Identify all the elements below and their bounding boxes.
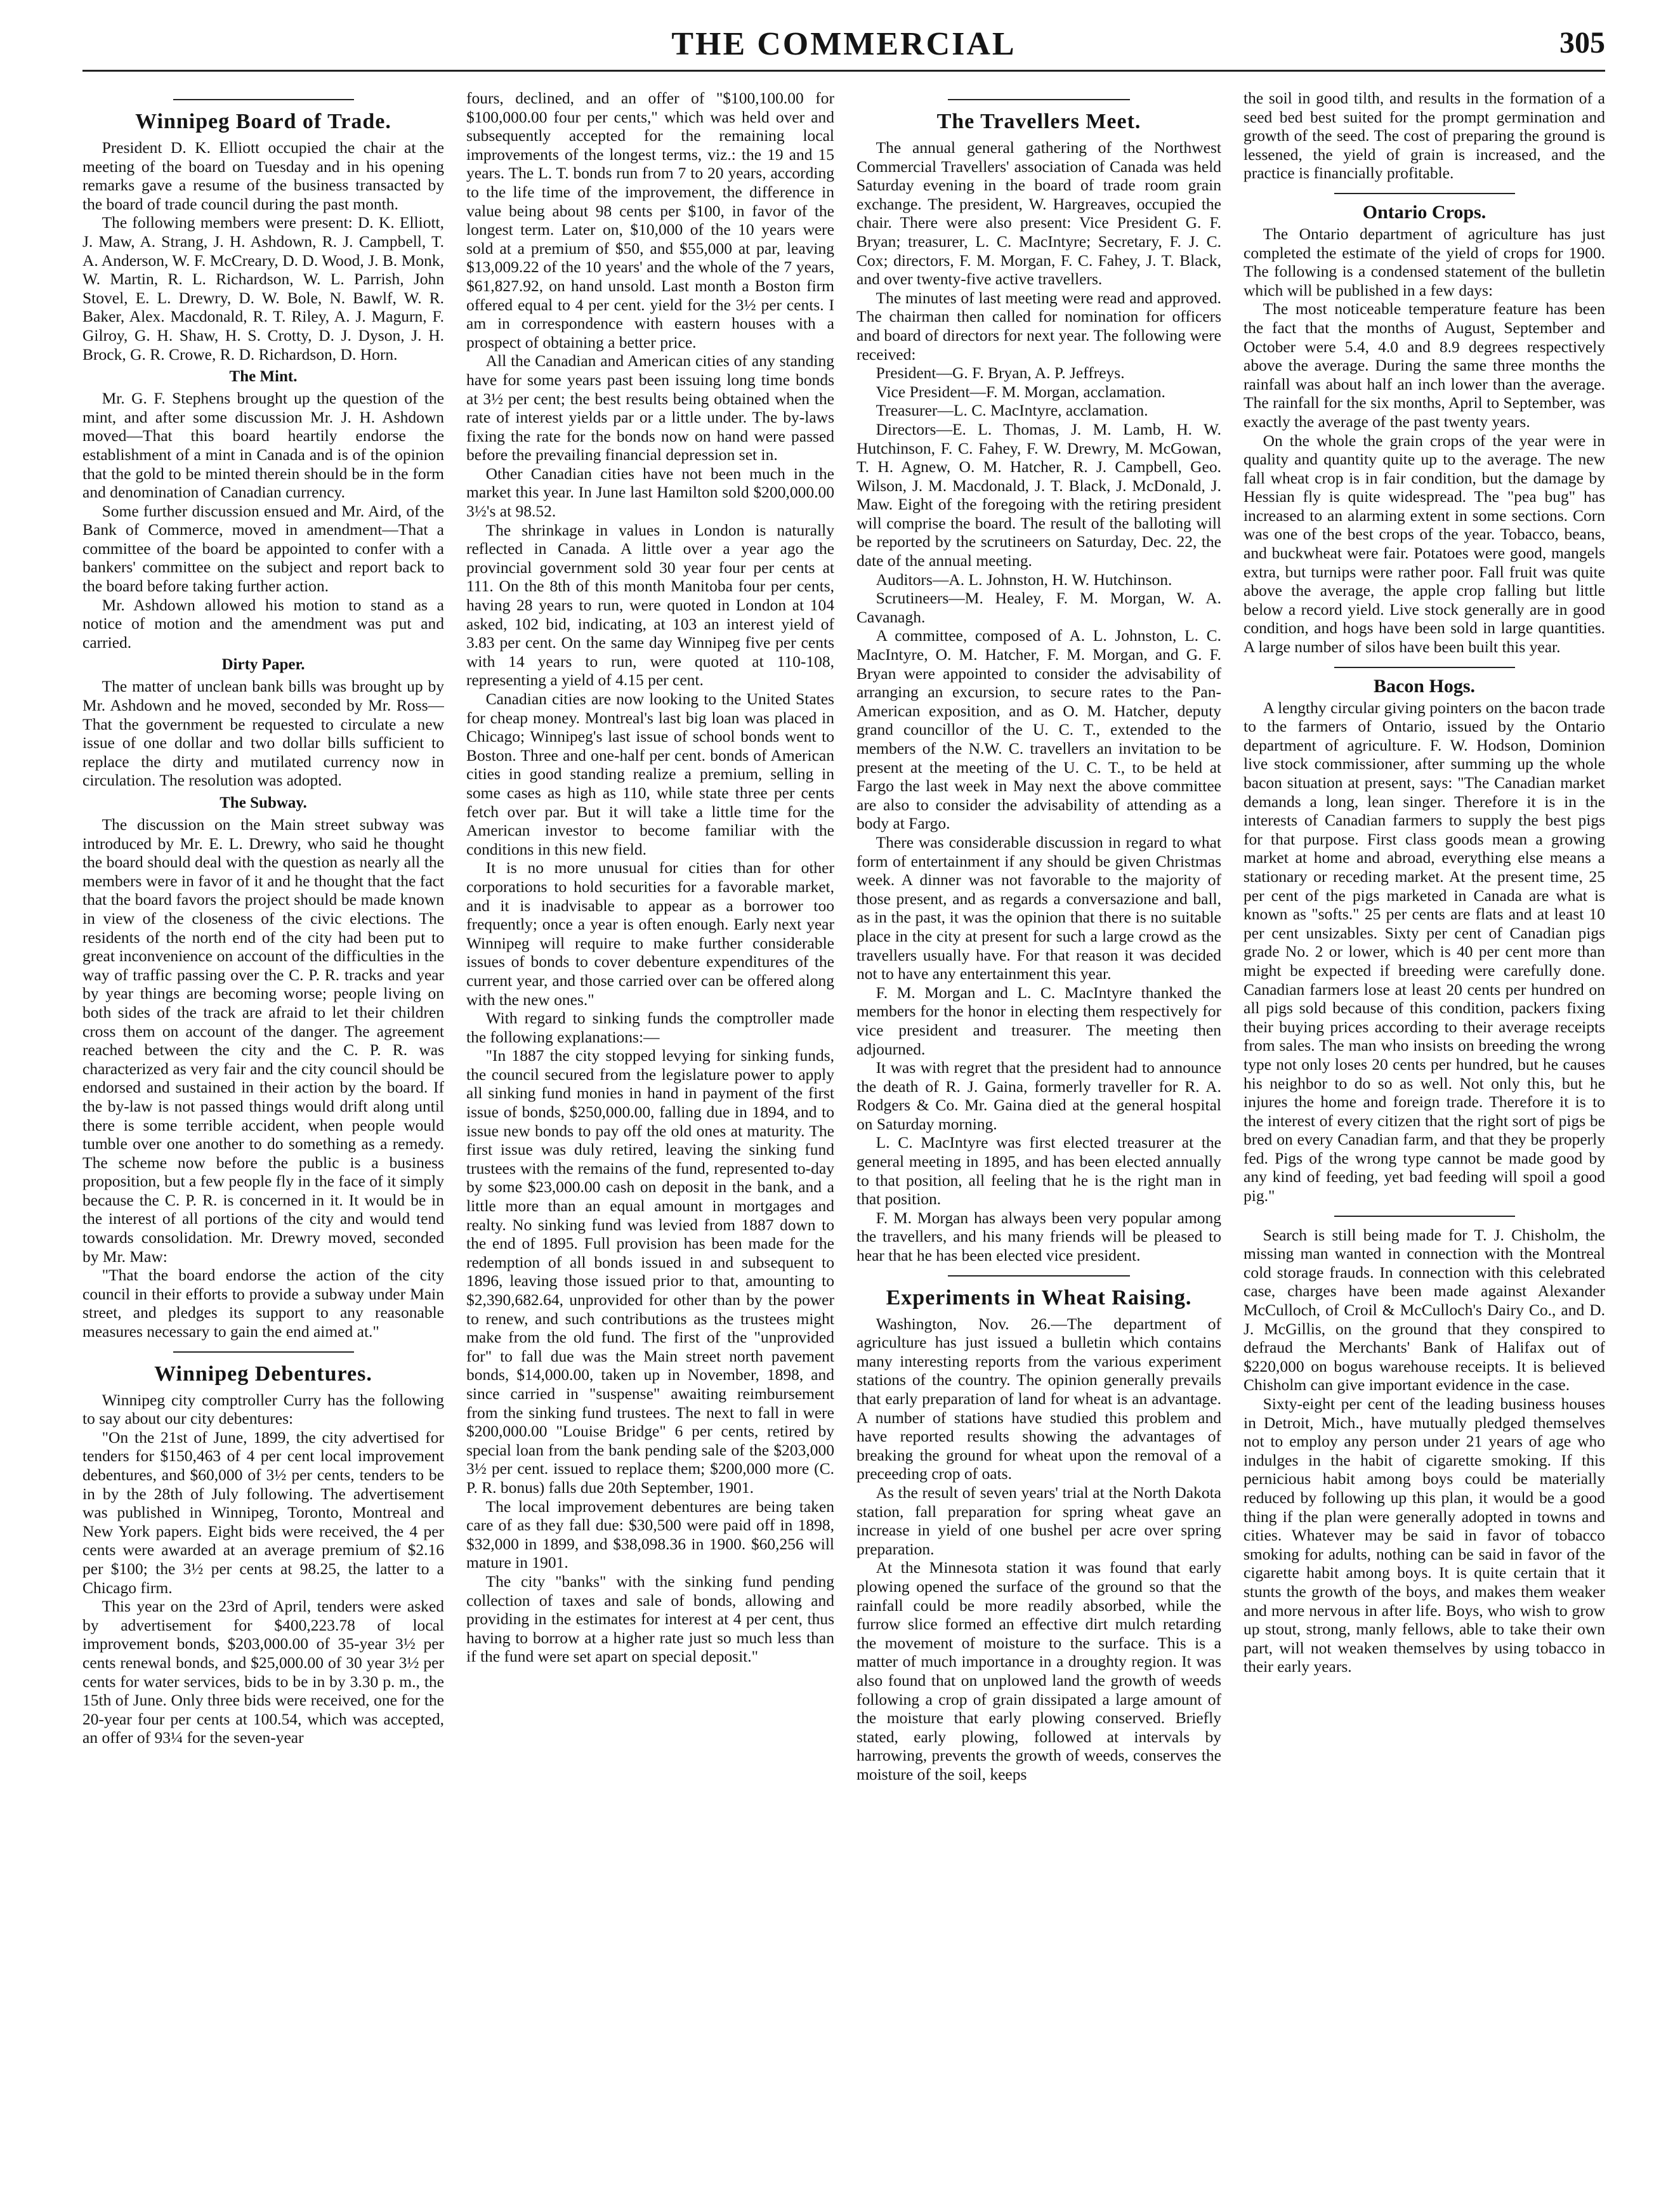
article-divider [1334,193,1515,194]
article-heading: Experiments in Wheat Raising. [886,1285,1192,1310]
article-paragraph: The local improvement debentures are being taken care of as they fall due: $30,500 were paid off in 1898, $32,000 in 1899, and $38,098.36 in 1900. $60,256 will mature in 1901. [466,1497,834,1572]
article-heading: Bacon Hogs. [1373,675,1476,697]
header-rule [82,70,1605,72]
article-paragraph: The Ontario department of agriculture has just completed the estimate of the yield of crops for 1900. The following is a condensed statement of the bulletin which will be published in a few days: [1244,224,1605,299]
article-paragraph: At the Minnesota station it was found that early plowing opened the surface of the ground so that the rainfall could be more readily absorbed, while the furrow slice formed an effective dirt mulch retarding the movement of moisture to the surface. This is a matter of much importance in a droughty region. It was also found that on unplowed land the growth of weeds following a crop of grain dissipated a large amount of the moisture that early plowing conserved. Briefly stated, early plowing, followed at intervals by harrowing, prevents the growth of weeds, conserves the moisture of the soil, keeps [856,1558,1221,1783]
article-divider [948,1275,1131,1277]
article-paragraph: Search is still being made for T. J. Chisholm, the missing man wanted in connection with the Montreal cold storage frauds. In connection with this celebrated case, charges have been made against Alexander McCulloch, of Croil & McCulloch's Dairy Co., and D. J. McGillis, on the ground that they conspired to defraud the Merchants' Bank of Halifax out of $220,000 on bogus warehouse receipts. It is believed Chisholm can give important evidence in the case. [1244,1225,1605,1395]
article-paragraph: With regard to sinking funds the comptroller made the following explanations:— [466,1009,834,1046]
article-paragraph: Mr. Ashdown allowed his motion to stand as a notice of motion and the amendment was put and carried. [82,595,444,652]
article-paragraph: Vice President—F. M. Morgan, acclamation. [876,382,1165,401]
article-paragraph: fours, declined, and an offer of "$100,100.00 for $100,000.00 four per cents," which was held over and subsequently accepted for the remaining local improvements of the longest terms, viz.: the 19 and 15 years. The L. T. bonds run from 7 to 20 years, according to the life time of the improvement, the difference in value being about 98 cents per $100, in favor of the longest term. Later on, $10,000 of the 10 years were sold at a premium of $50, and $55,000 at par, leaving $13,009.22 of the 10 years' and the whole of the 7 years, $61,827.92, on hand unsold. Last month a Boston firm offered equal to 4 per cent. yield for the 3½ per cents. I am in correspondence with eastern houses with a prospect of obtaining a better price. [466,89,834,351]
section-subheading: The Mint. [229,368,298,386]
article-paragraph: Treasurer—L. C. MacIntyre, acclamation. [876,401,1148,420]
article-paragraph: "On the 21st of June, 1899, the city advertised for tenders for $150,463 of 4 per cent local improvement debentures, and $60,000 of 3½ per cents, tenders to be in by the 28th of July following. The advertisement was published in Winnipeg, Toronto, Montreal and New York papers. Eight bids were received, the 4 per cents were awarded at an average premium of $2.16 per $100; the 3½ per cents at 98.25, the latter to a Chicago firm. [82,1428,444,1597]
article-paragraph: The minutes of last meeting were read and approved. The chairman then called for nomination for officers and board of directors for next year. The following were received: [856,288,1221,364]
article-paragraph: This year on the 23rd of April, tenders were asked by advertisement for $400,223.78 of local improvement bonds, $203,000.00 of 35-year 3½ per cents renewal bonds, and $25,000.00 of 30 year 3½ per cents for water services, bids to be in by 3.30 p. m., the 15th of June. Only three bids were received, one for the 20-year four per cents at 100.54, which was accepted, an offer of 93¼ for the seven-year [82,1597,444,1747]
column-top-rule [948,99,1131,100]
article-paragraph: F. M. Morgan has always been very popular among the travellers, and his many friends will be pleased to hear that he has been elected vice president. [856,1208,1221,1265]
article-paragraph: A lengthy circular giving pointers on the bacon trade to the farmers of Ontario, issued by the Ontario department of agriculture. F. W. Hodson, Dominion live stock commissioner, after summing up the whole bacon situation at present, says: "The Canadian market demands a long, lean singer. Therefore it is in the interests of Canadian farmers to supply the best pigs for that purpose. First class goods mean a growing market at home and abroad, everything else means a stationary or receding market. At the present time, 25 per cent of the pigs marketed in Canada are what is known as "softs." 25 per cents are flats and at least 10 per cent unsizables. Sixty per cent of Canadian pigs grade No. 2 or lower, which is 40 per cent more than might be expected if breeding were carefully done. Canadian farmers lose at least 20 cents per hundred on all pigs sold because of this condition, packers fixing their buying prices according to their average receipts from sales. The man who insists on breeding the wrong type not only loses 20 cents per hundred, but he causes his neighbor to do so as well. Not only this, but he injures the home and foreign trade. Therefore it is to the interest of every citizen that the right sort of pigs be bred on every Canadian farm, and that they be properly fed. Pigs of the wrong type cannot be made good by any kind of feeding, yet bad feeding will spoil a good pig." [1244,698,1605,1205]
column-2 [466,89,834,2176]
article-paragraph: As the result of seven years' trial at the North Dakota station, fall preparation for spring wheat gave an increase in yield of one bushel per acre over spring preparation. [856,1483,1221,1558]
column-1 [82,89,444,2176]
article-paragraph: Scrutineers—M. Healey, F. M. Morgan, W. A. Cavanagh. [856,589,1221,626]
article-heading: Winnipeg Debentures. [154,1362,372,1386]
article-paragraph: President D. K. Elliott occupied the chair at the meeting of the board on Tuesday and in his opening remarks gave a resume of the business transacted by the board of trade council during the past month. [82,138,444,213]
article-divider [173,1351,354,1353]
article-paragraph: F. M. Morgan and L. C. MacIntyre thanked the members for the honor in electing them respectively for vice president and treasurer. The meeting then adjourned. [856,983,1221,1058]
article-paragraph: "That the board endorse the action of the city council in their efforts to provide a subway under Main street, and pledges its support to any reasonable measures necessary to gain the end aimed at." [82,1266,444,1341]
article-paragraph: The most noticeable temperature feature has been the fact that the months of August, September and October were 5.4, 4.0 and 8.9 degrees respectively above the average. During the same three months the rainfall was about half an inch lower than the average. The rainfall for the six months, April to September, was exactly the average of the past twenty years. [1244,299,1605,431]
article-paragraph: L. C. MacIntyre was first elected treasurer at the general meeting in 1895, and has been elected annually to that position, all feeling that he is the right man in that position. [856,1133,1221,1209]
article-paragraph: The city "banks" with the sinking fund pending collection of taxes and sale of bonds, allowing and providing in the estimates for interest at 4 per cent, thus having to borrow at a higher rate just so much less than if the fund were set apart on special deposit." [466,1572,834,1666]
article-heading: The Travellers Meet. [936,110,1141,133]
page-number: 305 [1559,26,1605,60]
page-header [82,25,1605,76]
column-3 [856,89,1221,2176]
publication-title: THE COMMERCIAL [671,26,1016,62]
article-paragraph: Washington, Nov. 26.—The department of agriculture has just issued a bulletin which contains many interesting reports from the various experiment stations of the country. The opinion generally prevails that early preparation of land for wheat is an advantage. A number of stations have studied this problem and have reported results showing the advantages of breaking the ground for wheat upon the removal of a preceeding crop of oats. [856,1314,1221,1483]
article-paragraph: Canadian cities are now looking to the United States for cheap money. Montreal's last big loan was placed in Chicago; Winnipeg's last issue of school bonds went to Boston. Three and one-half per cent. bonds of American cities in good standing realize a premium, selling in some cases as high as 110, while state three per cents fetch over par. But it will take a little time for the American investor to become familiar with the conditions in this new field. [466,690,834,858]
article-paragraph: the soil in good tilth, and results in the formation of a seed bed best suited for the prompt germination and growth of the seed. The cost of preparing the ground is lessened, the yield of grain is increased, and the practice is financially profitable. [1244,89,1605,183]
article-paragraph: Auditors—A. L. Johnston, H. W. Hutchinson. [876,570,1172,589]
article-paragraph: The following members were present: D. K. Elliott, J. Maw, A. Strang, J. H. Ashdown, R. J. Campbell, T. A. Anderson, W. F. McCreary, D. D. Wood, J. B. Monk, W. Martin, R. L. Richardson, W. L. Parrish, John Stovel, E. L. Drewry, D. W. Bole, N. Bawlf, W. R. Baker, Alex. Macdonald, R. T. Riley, A. J. Magurn, F. Gilroy, G. H. Shaw, H. S. Crotty, D. J. Dyson, J. H. Brock, G. R. Crowe, R. D. Richardson, D. Horn. [82,213,444,364]
column-4 [1244,89,1605,2176]
article-paragraph: The shrinkage in values in London is naturally reflected in Canada. A little over a year ago the provincial government sold 30 year four per cents at 111. On the 8th of this month Manitoba four per cents, having 28 years to run, were quoted in London at 104 asked, 102 bid, indicating, at 103 an interest yield of 3.83 per cent. On the same day Winnipeg five per cents with 14 years to run, were quoted at 110-108, representing a yield of 4.15 per cent. [466,520,834,690]
article-divider [1334,667,1515,668]
article-paragraph: President—G. F. Bryan, A. P. Jeffreys. [876,364,1125,383]
article-paragraph: All the Canadian and American cities of any standing have for some years past been issuing long time bonds at 3½ per cent; the best results being obtained when the rate of interest yields par or a little under. The by-laws fixing the rate for the bonds now on hand were passed before the prevailing financial depression set in. [466,351,834,464]
article-paragraph: Other Canadian cities have not been much in the market this year. In June last Hamilton sold $200,000.00 3½'s at 98.52. [466,464,834,521]
article-paragraph: "In 1887 the city stopped levying for sinking funds, the council secured from the legislature power to apply all sinking fund monies in hand in payment of the first issue of bonds, $250,000.00, falling due in 1894, and to issue new bonds to pay off the old ones at maturity. The first issue was duly retired, leaving the sinking fund trustees with the remains of the fund, represented to-day by some $23,000.00 cash on deposit in the bank, and a little more than an equal amount in mortgages and realty. No sinking fund was levied from 1887 down to the end of 1895. Full provision has been made for the redemption of all bonds issued in and subsequent to 1896, leaving those issued prior to that, amounting to $2,390,682.64, unprovided for other than by the power to renew, and such contributions as the trustees might make from the old fund. The first of the "unprovided for" to fall due was the Main street north pavement bonds, $14,000.00, taken up in November, 1898, and since carried in "suspense" awaiting reimbursement from the sinking fund trustees. The next to fall in were $200,000.00 "Louise Bridge" 6 per cents, retired by special loan from the bank pending sale of the $203,000 3½ per cent. issued to replace them; $200,000 more (C. P. R. bonus) falls due 20th September, 1901. [466,1046,834,1497]
article-paragraph: A committee, composed of A. L. Johnston, L. C. MacIntyre, O. M. Hatcher, F. M. Morgan, and G. F. Bryan were appointed to consider the advisability of arranging an excursion, to secure rates to the Pan-American exposition, and as O. M. Hatcher, deputy grand councillor of the U. C. T., extended to the members of the N.W. C. travellers an invitation to be present at the meeting of the U. C. T., to be held at Fargo the last week in May next the above committee are also to consider the advisability of attending as a body at Fargo. [856,626,1221,833]
article-heading: Winnipeg Board of Trade. [135,110,391,133]
article-divider [1334,1216,1515,1217]
article-paragraph: The matter of unclean bank bills was brought up by Mr. Ashdown and he moved, seconded by Mr. Ross—That the government be requested to circulate a new issue of one dollar and two dollar bills sufficient to replace the dirty and mutilated currency now in circulation. The resolution was adopted. [82,677,444,790]
article-paragraph: The annual general gathering of the Northwest Commercial Travellers' association of Canada was held Saturday evening in the board of trade room grain exchange. The president, W. Hargreaves, occupied the chair. There were also present: Vice President G. F. Bryan; treasurer, L. C. MacIntyre; Secretary, F. J. C. Cox; directors, F. M. Morgan, F. C. Fahey, J. T. Black, and over twenty-five active travellers. [856,138,1221,289]
article-paragraph: The discussion on the Main street subway was introduced by Mr. E. L. Drewry, who said he thought the board should deal with the question as nearly all the members were in favor of it and he thought that the fact that the board favors the project should be made known in view of the closeness of the civic elections. The residents of the north end of the city had been put to great inconvenience on account of the difficulties in the way of traffic passing over the C. P. R. tracks and year by year things are becoming worse; people living on both sides of the track are afraid to let their children cross them on account of the danger. The agreement reached between the city and the C. P. R. was characterized as very fair and the city council should be endorsed and sustained in their action by the board. If the by-law is not passed things would drift along until there is some terrible accident, when people would tumble over one another to do something as a remedy. The scheme now before the public is a business proposition, but a few people fly in the face of it simply because the C. P. R. is concerned in it. It would be in the interest of all portions of the city and would tend towards consolidation. Mr. Drewry moved, seconded by Mr. Maw: [82,815,444,1266]
article-paragraph: Winnipeg city comptroller Curry has the following to say about our city debentures: [82,1390,444,1428]
article-paragraph: Mr. G. F. Stephens brought up the question of the mint, and after some discussion Mr. J. H. Ashdown moved—That this board heartily endorse the establishment of a mint in Canada and is of the opinion that the gold to be minted therein should be in the form and denomination of Canadian currency. [82,389,444,502]
section-subheading: The Subway. [220,794,307,811]
article-paragraph: Directors—E. L. Thomas, J. M. Lamb, H. W. Hutchinson, F. C. Fahey, F. W. Drewry, M. McGowan, T. H. Agnew, O. M. Hatcher, R. J. Campbell, Geo. Wilson, J. M. Macdonald, J. T. Black, J. McDonald, J. Maw. Eight of the foregoing with the retiring president will comprise the board. The result of the balloting will be reported by the scrutineers on Saturday, Dec. 22, the date of the annual meeting. [856,419,1221,570]
article-paragraph: There was considerable discussion in regard to what form of entertainment if any should be given Christmas week. A dinner was not favorable to the majority of those present, and as regards a conversazione and ball, as in the past, it was the opinion that there is no suitable place in the city at present for such a large crowd as the travellers usually have. For that reason it was decided not to have any entertainment this year. [856,832,1221,983]
section-subheading: Dirty Paper. [221,656,305,674]
article-paragraph: It is no more unusual for cities than for other corporations to hold securities for a favorable market, and it is inadvisable to appear as a borrower too frequently; once a year is often enough. Early next year Winnipeg will require to make further considerable issues of bonds to cover debenture expenditures of the current year, and those carried over can be offered along with the new ones." [466,858,834,1009]
article-heading: Ontario Crops. [1362,201,1486,223]
article-paragraph: Some further discussion ensued and Mr. Aird, of the Bank of Commerce, moved in amendment—That a committee of the board be appointed to confer with a bankers' committee on the subject and report back to the board before taking further action. [82,501,444,596]
article-paragraph: It was with regret that the president had to announce the death of R. J. Gaina, formerly traveller for R. A. Rodgers & Co. Mr. Gaina died at the general hospital on Saturday morning. [856,1058,1221,1133]
article-paragraph: Sixty-eight per cent of the leading business houses in Detroit, Mich., have mutually pledged themselves not to employ any person under 21 years of age who indulges in the habit of cigarette smoking. If this pernicious habit among boys could be materially reduced by following up this plan, it would be a good thing if the plan were generally adopted in towns and cities. Whatever may be said in favor of tobacco smoking for adults, nothing can be said in favor of the cigarette habit among boys. It is quite certain that it stunts the growth of the boys, and makes them weaker and more nervous in after life. Boys, who wish to grow up stout, strong, manly fellows, able to take their own part, will not weaken themselves by using tobacco in their early years. [1244,1395,1605,1676]
article-paragraph: On the whole the grain crops of the year were in quality and quantity quite up to the average. The new fall wheat crop is in fair condition, but the damage by Hessian fly is quite widespread. The "pea bug" has increased to an alarming extent in some sections. Corn was one of the best crops of the year. Tobacco, beans, and buckwheat were fair. Potatoes were good, mangels extra, but turnips were rather poor. Fall fruit was quite above the average, the apple crop falling but little below a record yield. Live stock generally are in good condition, and hogs have been sold in large quantities. A large number of silos have been built this year. [1244,431,1605,657]
column-top-rule [173,99,354,100]
